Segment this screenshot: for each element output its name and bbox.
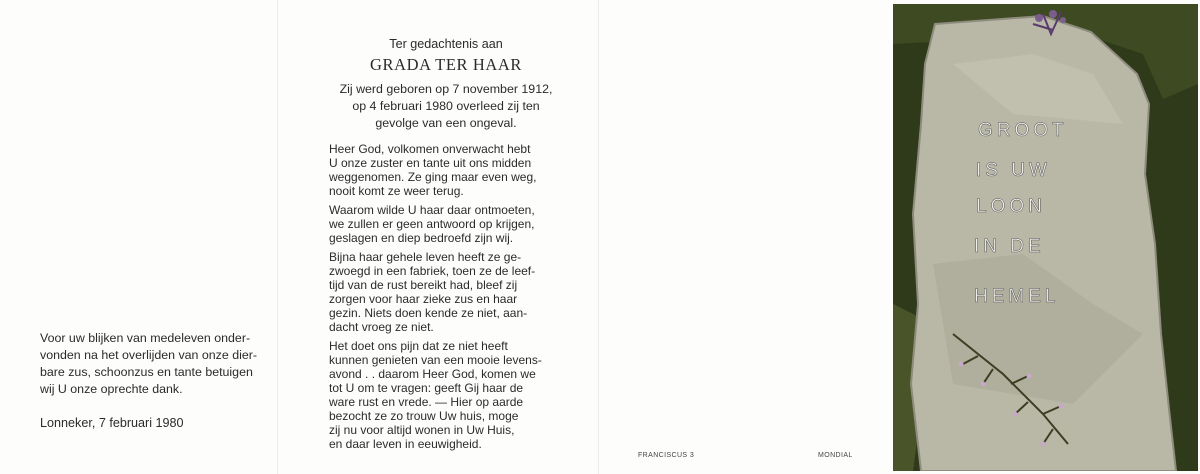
paragraph [329,339,563,451]
paragraph-line: gezin. Niets doen kende ze niet, aan- [329,306,528,320]
paragraph-line: Heer God, volkomen onverwacht hebt [329,142,531,156]
paragraph-line: kunnen genieten van een mooie levens- [329,353,542,367]
inscription-line: IN DE [974,236,1045,257]
paragraph-line: en daar leven in eeuwigheid. [329,437,482,451]
paragraph-line: geslagen en diep bedroefd zijn wij. [329,231,514,245]
inscription-line: GROOT [978,120,1068,141]
paragraph [329,142,563,198]
birth-line: Zij werd geboren op 7 november 1912, [339,82,553,96]
inscription-line: LOON [976,196,1046,217]
paragraph-line: zij nu voor altijd wonen in Uw Huis, [329,423,515,437]
intro-text: Ter gedachtenis aan [389,37,503,51]
paragraph-line: nooit komt ze weer terug. [329,184,464,198]
paragraph [329,203,563,245]
inscription-line: IS UW [976,160,1051,181]
paragraph-line: dacht vroeg ze niet. [329,320,434,334]
paragraph-line: Bijna haar gehele leven heeft ze ge- [329,250,522,264]
thanks-panel [40,330,285,430]
inscription-line: HEMEL [974,286,1060,307]
paragraph-line: ware rust en vrede. — Hier op aarde [329,395,524,409]
thanks-text [40,330,285,398]
paragraph-line: zorgen voor haar zieke zus en haar [329,292,518,306]
thanks-line: vonden na het overlijden van onze dier- [40,348,257,362]
gravestone-photo [893,4,1198,471]
memorial-text-panel [329,37,563,456]
paragraph-line: tijd van de rust bereikt had, bleef zij [329,278,518,292]
paragraph-line: Waarom wilde U haar daar ontmoeten, [329,203,535,217]
paragraph-line: tot U om te vragen: geeft Gij haar de [329,381,524,395]
thanks-line: bare zus, schoonzus en tante betuigen [40,365,253,379]
paragraph-line: avond . . daarom Heer God, komen we [329,367,536,381]
thanks-line: Voor uw blijken van medeleven onder- [40,331,251,345]
birth-death-text [329,81,563,132]
birth-line: op 4 februari 1980 overleed zij ten [352,99,540,113]
printer-mark: MONDIAL [818,452,853,459]
paragraph-line: bezocht ze zo trouw Uw huis, moge [329,409,519,423]
paragraph-line: zwoegd in een fabriek, toen ze de leef- [329,264,536,278]
place-date: Lonneker, 7 februari 1980 [40,416,184,430]
printer-mark: FRANCISCUS 3 [638,452,695,459]
paragraph-line: weggenomen. Ze ging maar even weg, [329,170,537,184]
deceased-name: GRADA TER HAAR [369,55,523,74]
fold-line [598,0,599,474]
paragraph-line: we zullen er geen antwoord op krijgen, [329,217,535,231]
birth-line: gevolge van een ongeval. [375,116,517,130]
paragraph-line: U onze zuster en tante uit ons midden [329,156,532,170]
paragraph-line: Het doet ons pijn dat ze niet heeft [329,339,508,353]
paragraph [329,250,563,334]
thanks-line: wij U onze oprechte dank. [40,382,183,396]
